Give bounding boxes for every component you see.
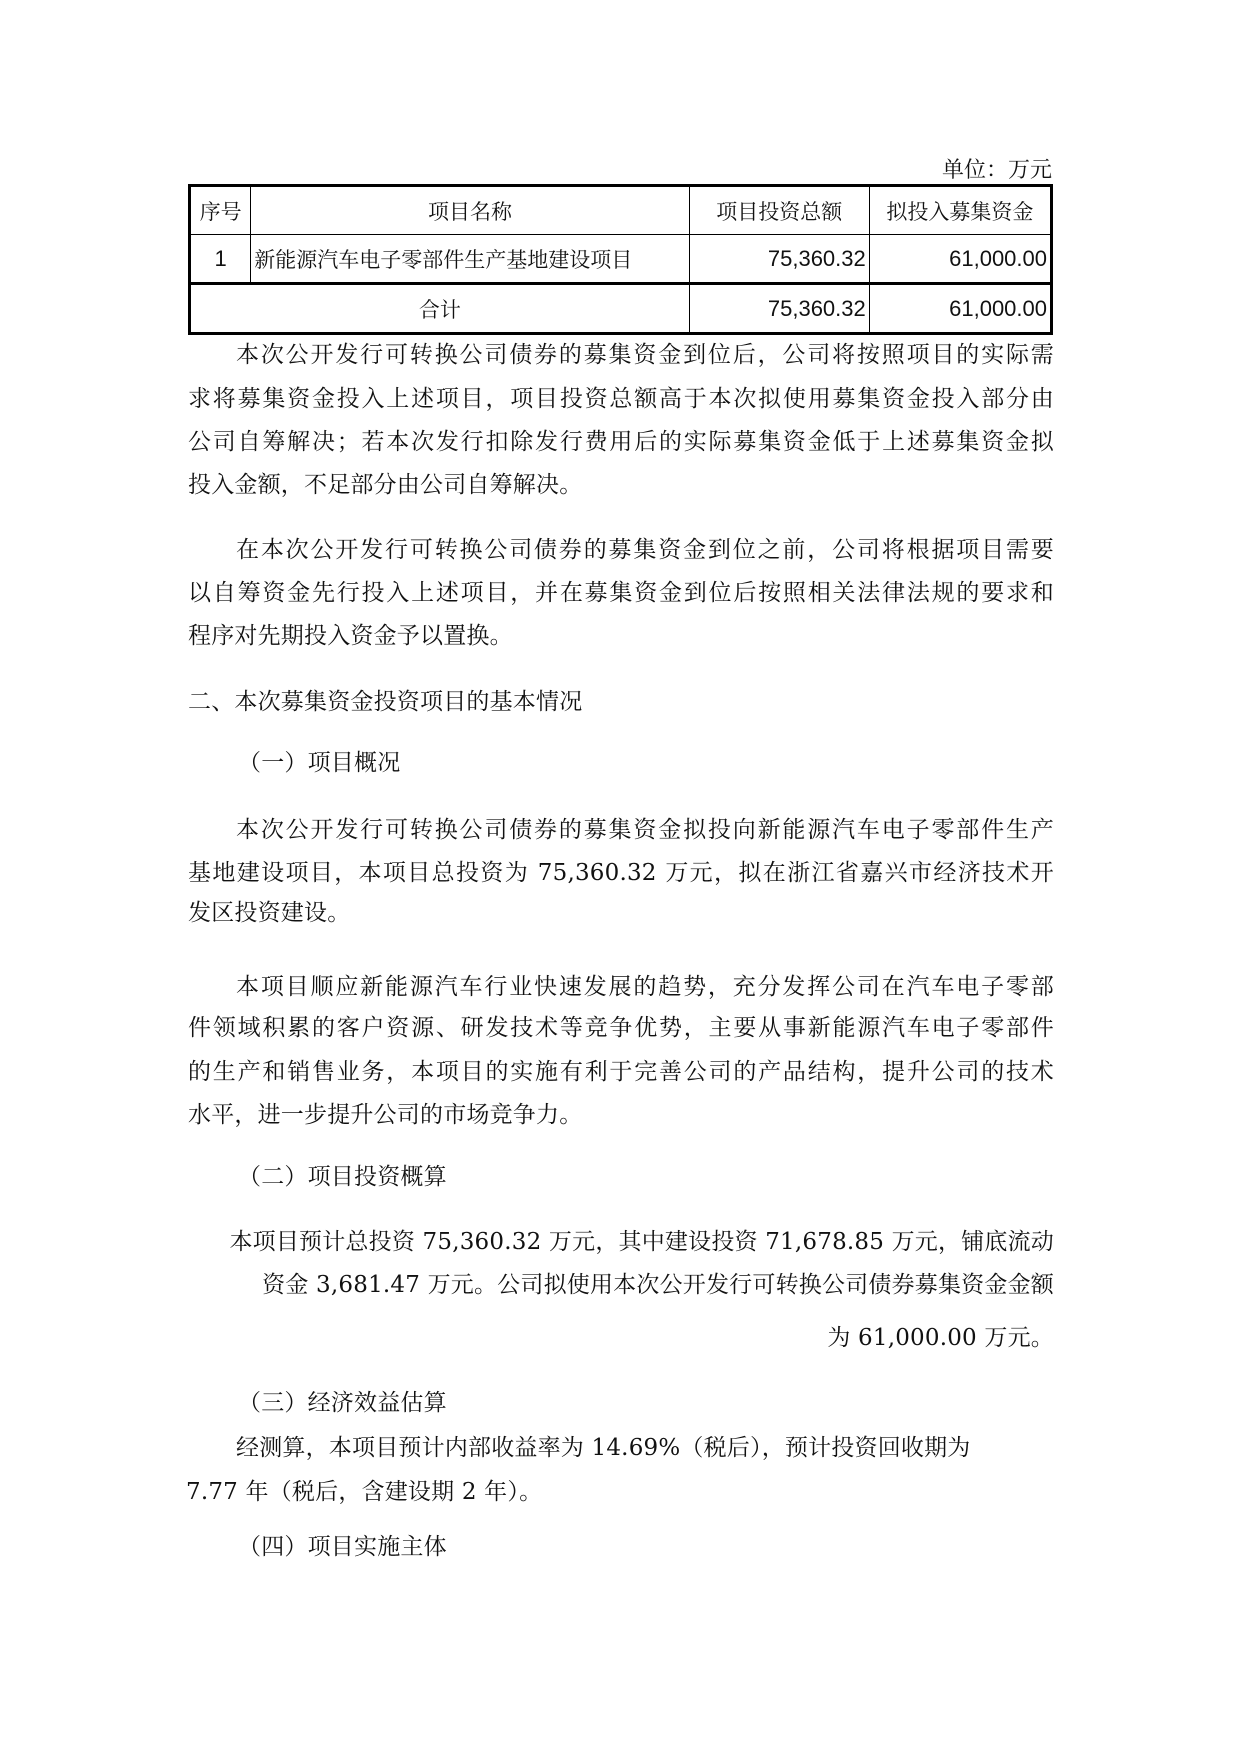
table-total-row — [190, 284, 1052, 334]
fundraising-table — [188, 184, 1053, 335]
text-line: 本项目顺应新能源汽车行业快速发展的趋势，充分发挥公司在汽车电子零部 — [236, 974, 1054, 1000]
text-line: 发区投资建设。 — [188, 900, 351, 926]
text-line: 的生产和销售业务，本项目的实施有利于完善公司的产品结构，提升公司的技术 — [188, 1059, 1054, 1085]
cell-raised-funds: 61,000.00 — [869, 235, 1051, 284]
text-line: 资金 3,681.47 万元。公司拟使用本次公开发行可转换公司债券募集资金金额 — [262, 1272, 1054, 1298]
header-seq: 序号 — [190, 186, 251, 235]
cell-total-investment-sum: 75,360.32 — [689, 284, 869, 334]
text-line: 件领域积累的客户资源、研发技术等竞争优势，主要从事新能源汽车电子零部件 — [188, 1015, 1054, 1041]
cell-raised-funds-sum: 61,000.00 — [869, 284, 1051, 334]
text-line: 经测算，本项目预计内部收益率为 14.69%（税后），预计投资回收期为 — [236, 1435, 971, 1461]
subsection-title: （四）项目实施主体 — [238, 1534, 447, 1560]
table-header-row — [190, 186, 1052, 235]
text-line: 本次公开发行可转换公司债券的募集资金到位后，公司将按照项目的实际需 — [236, 342, 1054, 368]
header-raised-funds: 拟投入募集资金 — [869, 186, 1051, 235]
text-line: 求将募集资金投入上述项目，项目投资总额高于本次拟使用募集资金投入部分由 — [188, 386, 1054, 412]
cell-seq: 1 — [190, 235, 251, 284]
subsection-title: （一）项目概况 — [238, 750, 401, 776]
text-line: 公司自筹解决；若本次发行扣除发行费用后的实际募集资金低于上述募集资金拟 — [188, 429, 1054, 455]
text-line: 7.77 年（税后，含建设期 2 年）。 — [186, 1479, 543, 1505]
header-project-name: 项目名称 — [251, 186, 690, 235]
text-line: 水平，进一步提升公司的市场竞争力。 — [188, 1102, 583, 1128]
cell-total-investment: 75,360.32 — [689, 235, 869, 284]
section-title: 二、本次募集资金投资项目的基本情况 — [188, 689, 583, 715]
table-row — [190, 235, 1052, 284]
text-line: 本项目预计总投资 75,360.32 万元，其中建设投资 71,678.85 万元，铺底流动 — [229, 1229, 1054, 1255]
subsection-title: （二）项目投资概算 — [238, 1164, 447, 1190]
text-line: 投入金额，不足部分由公司自筹解决。 — [188, 472, 583, 498]
text-line: 为 61,000.00 万元。 — [827, 1325, 1054, 1351]
text-line: 以自筹资金先行投入上述项目，并在募集资金到位后按照相关法律法规的要求和 — [188, 580, 1054, 606]
subsection-title: （三）经济效益估算 — [238, 1390, 447, 1416]
cell-project-name: 新能源汽车电子零部件生产基地建设项目 — [251, 235, 690, 284]
text-line: 在本次公开发行可转换公司债券的募集资金到位之前，公司将根据项目需要 — [236, 537, 1054, 563]
text-line: 本次公开发行可转换公司债券的募集资金拟投向新能源汽车电子零部件生产 — [236, 817, 1054, 843]
header-total-investment: 项目投资总额 — [689, 186, 869, 235]
text-line: 程序对先期投入资金予以置换。 — [188, 623, 513, 649]
text-line: 基地建设项目，本项目总投资为 75,360.32 万元，拟在浙江省嘉兴市经济技术开 — [188, 860, 1054, 886]
unit-label: 单位：万元 — [941, 158, 1052, 183]
cell-total-label: 合计 — [190, 284, 690, 334]
